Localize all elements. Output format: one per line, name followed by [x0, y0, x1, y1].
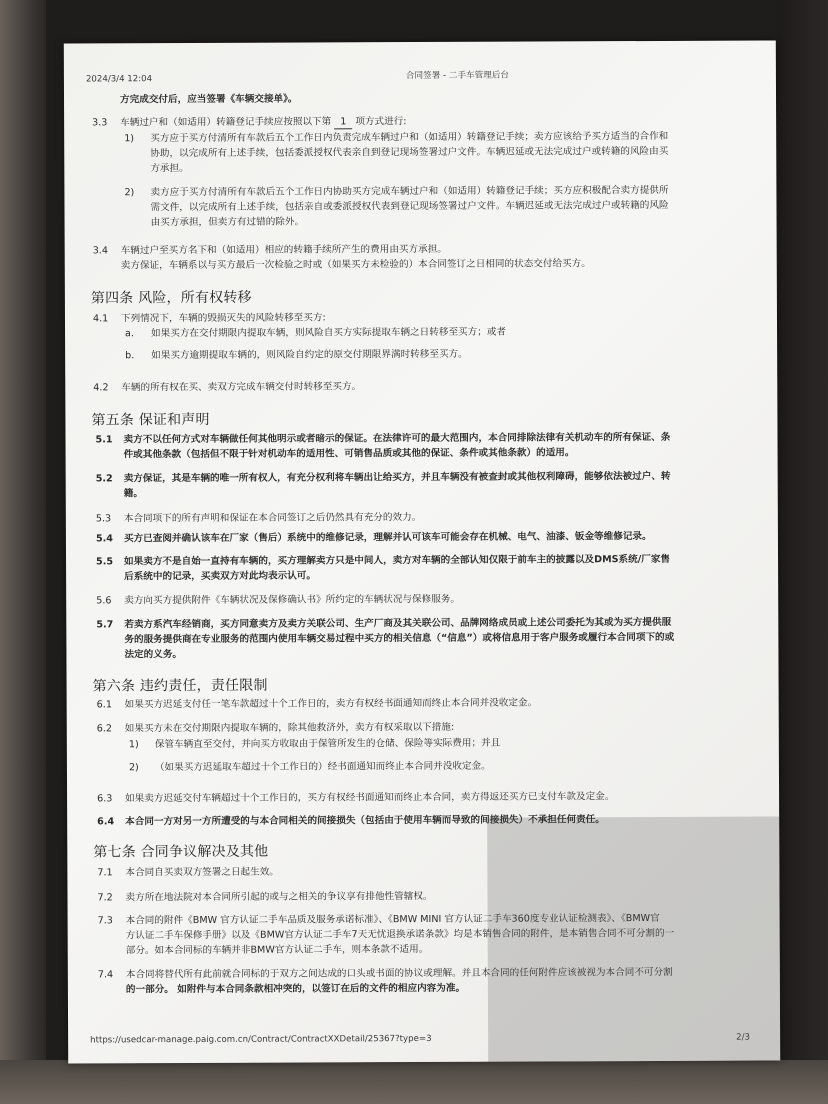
clause-6-3-text: 如果卖方迟延交付车辆超过十个工作日的，买方有权经书面通知而终止本合同，卖方得返还买方已支付车款及定金。 [125, 791, 615, 805]
clause-number: 7.2 [97, 892, 113, 904]
item-marker: 2) [124, 187, 135, 199]
clause-3-3-lead-suffix: 项方式进行: [355, 116, 407, 128]
clause-3-3-item-1-line: 协助，以完成所有上述手续，包括委派授权代表亲自到登记现场签署过户文件。车辆迟延或无法完成过户或转籍的风险由买 [150, 145, 669, 160]
clause-number: 5.5 [96, 556, 114, 568]
article-6-heading: 第六条 违约责任，责任限制 [92, 677, 268, 695]
clause-4-1-item-a: 如果买方在交付期限内提取车辆，则风险自买方实际提取车辆之日转移至买方；或者 [151, 326, 507, 340]
clause-5-1-line: 卖方不以任何方式对车辆做任何其他明示或者暗示的保证。在法律许可的最大范围内，本合同排除法律有关机动车的所有保证、条 [123, 431, 671, 446]
clause-number: 3.4 [92, 245, 108, 257]
clause-6-1-text: 如果买方迟延支付任一笔车款超过十个工作日的，卖方有权经书面通知而终止本合同并没收定金。 [124, 697, 538, 711]
clause-7-3-line: 部分。如本合同标的车辆并非BMW官方认证二手车，则本条款不适用。 [125, 943, 429, 957]
clause-number: 7.3 [97, 915, 113, 927]
clause-number: 6.1 [96, 699, 112, 711]
clause-5-5-line: 后系统中的记录，买卖双方对此均表示认可。 [124, 570, 317, 583]
clause-5-6-line: 卖方向买方提供附件《车辆状况及保修确认书》所约定的车辆状况与保修服务。 [124, 593, 461, 607]
photo-background-left [0, 0, 46, 1104]
article-5-heading: 第五条 保证和声明 [91, 411, 210, 429]
clause-number: 4.1 [92, 313, 109, 325]
clause-number: 6.3 [97, 793, 113, 805]
print-datetime: 2024/3/4 12:04 [85, 74, 153, 85]
clause-number: 6.4 [97, 816, 115, 828]
clause-3-3-option-value: 1 [334, 116, 352, 129]
clause-3-4-line: 车辆过户至买方名下和（如适用）相应的转籍手续所产生的费用由买方承担。 [120, 243, 447, 257]
clause-7-4-line: 的一部分。 如附件与本合同条款相冲突的，以签订在后的文件的相应内容为准。 [125, 982, 466, 996]
item-marker: 1) [124, 133, 135, 145]
clause-number: 7.1 [97, 867, 113, 879]
clause-number: 5.3 [95, 513, 112, 525]
photo-background-bottom [0, 1060, 828, 1104]
clause-number: 5.4 [95, 533, 113, 545]
photo-background-right [778, 0, 828, 1104]
clause-number: 3.3 [92, 117, 108, 129]
article-7-heading: 第七条 合同争议解决及其他 [93, 843, 269, 861]
item-marker: 1) [128, 739, 139, 751]
clause-3-2-tail: 方完成交付后，应当签署《车辆交接单》。 [120, 93, 298, 106]
item-marker: 2) [128, 762, 139, 774]
clause-4-2-text: 车辆的所有权在买、卖双方完成车辆交付时转移至买方。 [121, 381, 362, 394]
print-page-title: 合同签署 - 二手车管理后台 [405, 70, 510, 82]
clause-number: 4.2 [93, 382, 109, 394]
clause-5-7-line: 若卖方系汽车经销商，买方同意卖方及卖方关联公司、生产厂商及其关联公司、品牌网络成员或上述公司委托为其或为买方提供服 [124, 616, 672, 631]
clause-7-1-line: 本合同自买卖双方签署之日起生效。 [125, 866, 279, 879]
clause-4-1-text: 下列情况下，车辆的毁损灭失的风险转移至买方: [120, 312, 326, 325]
print-url: https://usedcar-manage.paig.com.cn/Contract/ContractXXDetail/25367?type=3 [90, 1033, 432, 1046]
page-number: 2/3 [736, 1032, 750, 1043]
contract-page [64, 40, 780, 1063]
clause-3-3-item-2-line: 卖方应于买方付清所有车款后五个工作日内协助买方完成车辆过户和（如适用）转籍登记手续；买方应积极配合卖方提供所 [150, 184, 669, 199]
clause-3-4-line: 卖方保证，车辆系以与买方最后一次检验之时或（如果买方未检验的）本合同签订之日相同的状态交付给买方。 [120, 258, 591, 272]
clause-7-2-line: 卖方所在地法院对本合同所引起的或与之相关的争议享有排他性管辖权。 [125, 890, 433, 904]
clause-number: 5.2 [95, 473, 113, 485]
clause-7-3-line: 方认证二手车保修手册》以及《BMW官方认证二手车7天无忧退换承诺条款》均是本销售合同的附件，是本销售合同不可分割的一 [125, 927, 675, 942]
clause-6-2-item-2: （如果买方迟延取车超过十个工作日的）经书面通知而终止本合同并没收定金。 [154, 760, 491, 774]
clause-7-4-line: 本合同将替代所有此前就合同标的于双方之间达成的口头或书面的协议或理解。并且本合同的任何附件应该被视为本合同不可分割 [125, 966, 673, 981]
clause-5-2-line: 卖方保证，其是车辆的唯一所有权人，有充分权利将车辆出让给买方，并且车辆没有被查封或其他权利障碍，能够依法被过户、转 [123, 470, 671, 485]
clause-3-3-item-2-line: 由买方承担，但卖方有过错的除外。 [150, 216, 305, 229]
clause-5-3-line: 本合同项下的所有声明和保证在本合同签订之后仍然具有充分的效力。 [123, 512, 422, 525]
clause-7-3-line: 本合同的附件《BMW 官方认证二手车品质及服务承诺标准》、《BMW MINI 官方认证二手车360度专业认证检测表》、《BMW官 [125, 912, 660, 927]
clause-number: 5.7 [96, 619, 114, 631]
item-marker: a. [125, 328, 135, 340]
clause-5-5-line: 如果卖方不是自始一直持有车辆的，买方理解卖方只是中间人，卖方对车辆的全部认知仅限于前车主的披露以及DMS系统/厂家售 [124, 553, 671, 568]
clause-5-2-line: 籍。 [123, 488, 143, 500]
clause-3-3-item-2-line: 需文件，以完成所有上述手续，包括亲自或委派授权代表到登记现场签署过户文件。车辆迟延或无法完成过户或转籍的风险 [150, 199, 669, 214]
clause-5-4-line: 买方已查阅并确认该车在厂家（售后）系统中的维修记录，理解并认可该车可能会存在机械、电气、油漆、钣金等维修记录。 [123, 530, 652, 545]
clause-6-2-item-1: 保管车辆直至交付，并向买方收取由于保管所发生的仓储、保险等实际费用；并且 [154, 737, 501, 751]
clause-3-3-lead-text: 车辆过户和（如适用）转籍登记手续应按照以下第 [120, 116, 332, 129]
clause-3-3-item-1-line: 买方应于买方付清所有车款后五个工作日内负责完成车辆过户和（如适用）转籍登记手续；卖方应该给予买方适当的合作和 [150, 130, 669, 145]
clause-number: 6.2 [96, 723, 113, 735]
clause-number: 5.6 [96, 595, 112, 607]
item-marker: b. [125, 350, 135, 362]
clause-number: 7.4 [97, 969, 114, 981]
clause-number: 5.1 [95, 434, 113, 446]
article-4-heading: 第四条 风险，所有权转移 [90, 289, 252, 307]
clause-6-4-text: 本合同一方对另一方所遭受的与本合同相关的间接损失（包括由于使用车辆而导致的间接损失）不承担任何责任。 [125, 814, 605, 828]
clause-5-1-line: 件或其他条款（包括但不限于针对机动车的适用性、可销售品质或其他的保证、条件或其他条款）的适用。 [123, 447, 575, 461]
clause-5-7-line: 法定的义务。 [124, 649, 183, 661]
clause-4-1-item-b: 如果买方逾期提取车辆的，则风险自约定的原交付期限界满时转移至买方。 [151, 348, 468, 362]
clause-3-3-lead [120, 116, 406, 130]
clause-5-7-line: 务的服务提供商在专业服务的范围内使用车辆交易过程中买方的相关信息（“信息”）或将信息用于客户服务或履行本合同项下的或 [124, 631, 675, 646]
clause-6-2-text: 如果买方未在交付期限内提取车辆的，除其他救济外，卖方有权采取以下措施: [124, 721, 455, 735]
clause-3-3-item-1-line: 方承担。 [150, 163, 189, 175]
